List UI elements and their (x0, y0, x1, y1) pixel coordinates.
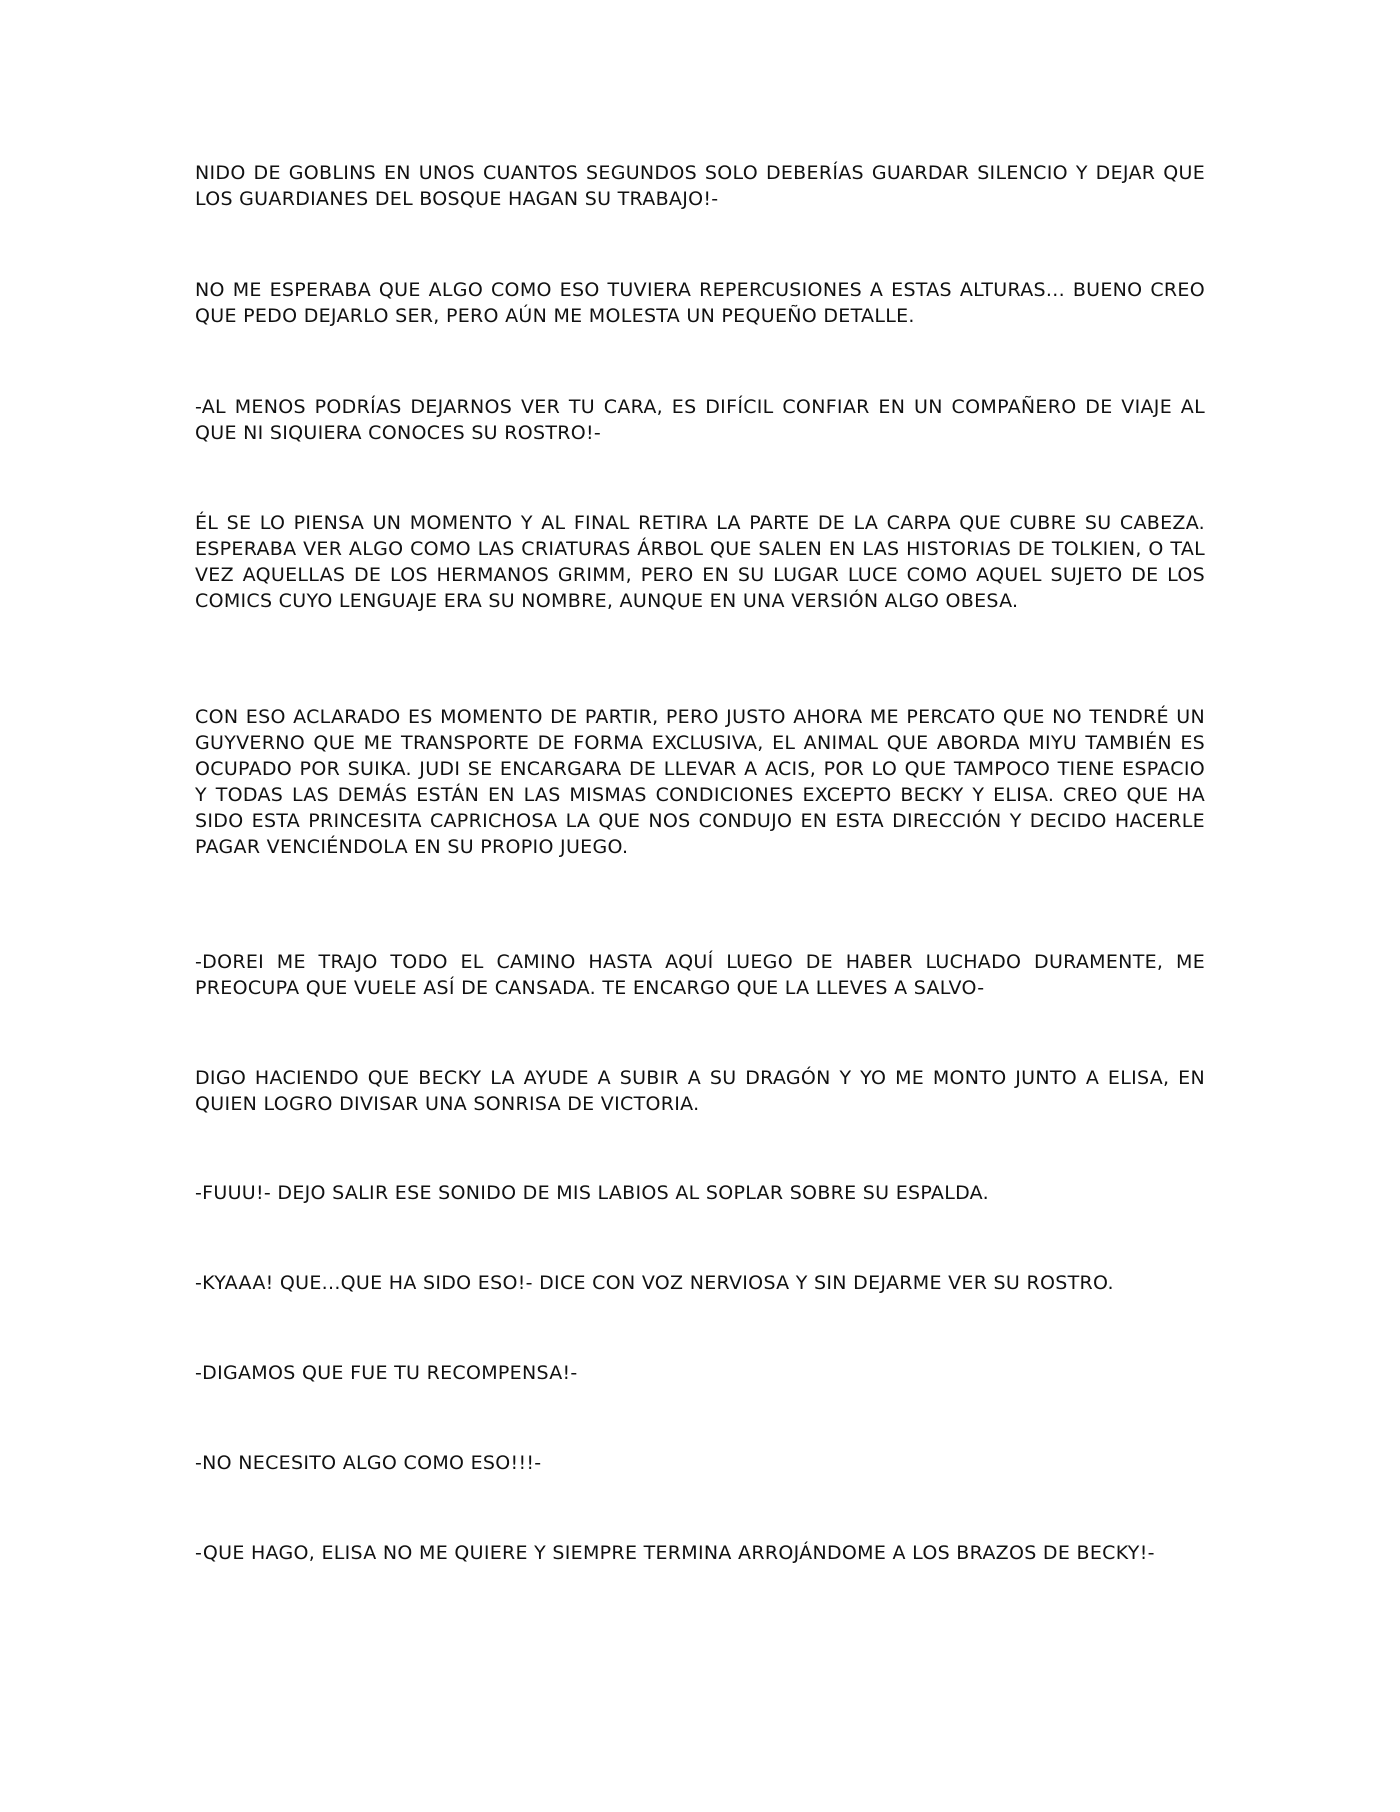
paragraph-4: ÉL SE LO PIENSA UN MOMENTO Y AL FINAL RETIRA LA PARTE DE LA CARPA QUE CUBRE SU CABEZA. ESPERABA VER ALGO COMO LAS CRIATURAS ÁRBOL QUE SALEN EN LAS HISTORIAS DE TOLKIEN, O TAL VEZ AQUELLAS DE LOS HERMANOS GRIMM, PERO EN SU LUGAR LUCE COMO AQUEL SUJETO DE LOS COMICS CUYO LENGUAJE ERA SU NOMBRE, AUNQUE EN UNA VERSIÓN ALGO OBESA. (195, 512, 1205, 612)
paragraph-3: -AL MENOS PODRÍAS DEJARNOS VER TU CARA, ES DIFÍCIL CONFIAR EN UN COMPAÑERO DE VIAJE AL QUE NI SIQUIERA CONOCES SU ROSTRO!- (195, 396, 1205, 444)
paragraph-1: NIDO DE GOBLINS EN UNOS CUANTOS SEGUNDOS SOLO DEBERÍAS GUARDAR SILENCIO Y DEJAR QUE LOS GUARDIANES DEL BOSQUE HAGAN SU TRABAJO!- (195, 162, 1205, 210)
paragraph-11: -NO NECESITO ALGO COMO ESO!!!- (195, 1452, 542, 1474)
paragraph-2: NO ME ESPERABA QUE ALGO COMO ESO TUVIERA REPERCUSIONES A ESTAS ALTURAS... BUENO CREO QUE PEDO DEJARLO SER, PERO AÚN ME MOLESTA UN PEQUEÑO DETALLE. (195, 279, 1205, 327)
paragraph-9: -KYAAA! QUE...QUE HA SIDO ESO!- DICE CON VOZ NERVIOSA Y SIN DEJARME VER SU ROSTRO. (195, 1272, 1114, 1294)
paragraph-12: -QUE HAGO, ELISA NO ME QUIERE Y SIEMPRE TERMINA ARROJÁNDOME A LOS BRAZOS DE BECKY!- (195, 1542, 1155, 1564)
paragraph-10: -DIGAMOS QUE FUE TU RECOMPENSA!- (195, 1362, 578, 1384)
paragraph-5: CON ESO ACLARADO ES MOMENTO DE PARTIR, PERO JUSTO AHORA ME PERCATO QUE NO TENDRÉ UN GUYVERNO QUE ME TRANSPORTE DE FORMA EXCLUSIVA, EL ANIMAL QUE ABORDA MIYU TAMBIÉN ES OCUPADO POR SUIKA. JUDI SE ENCARGARA DE LLEVAR A ACIS, POR LO QUE TAMPOCO TIENE ESPACIO Y TODAS LAS DEMÁS ESTÁN EN LAS MISMAS CONDICIONES EXCEPTO BECKY Y ELISA. CREO QUE HA SIDO ESTA PRINCESITA CAPRICHOSA LA QUE NOS CONDUJO EN ESTA DIRECCIÓN Y DECIDO HACERLE PAGAR VENCIÉNDOLA EN SU PROPIO JUEGO. (195, 706, 1205, 858)
paragraph-6: -DOREI ME TRAJO TODO EL CAMINO HASTA AQUÍ LUEGO DE HABER LUCHADO DURAMENTE, ME PREOCUPA QUE VUELE ASÍ DE CANSADA. TE ENCARGO QUE LA LLEVES A SALVO- (195, 951, 1205, 999)
paragraph-8: -FUUU!- DEJO SALIR ESE SONIDO DE MIS LABIOS AL SOPLAR SOBRE SU ESPALDA. (195, 1182, 989, 1204)
paragraph-7: DIGO HACIENDO QUE BECKY LA AYUDE A SUBIR A SU DRAGÓN Y YO ME MONTO JUNTO A ELISA, EN QUIEN LOGRO DIVISAR UNA SONRISA DE VICTORIA. (195, 1067, 1205, 1115)
